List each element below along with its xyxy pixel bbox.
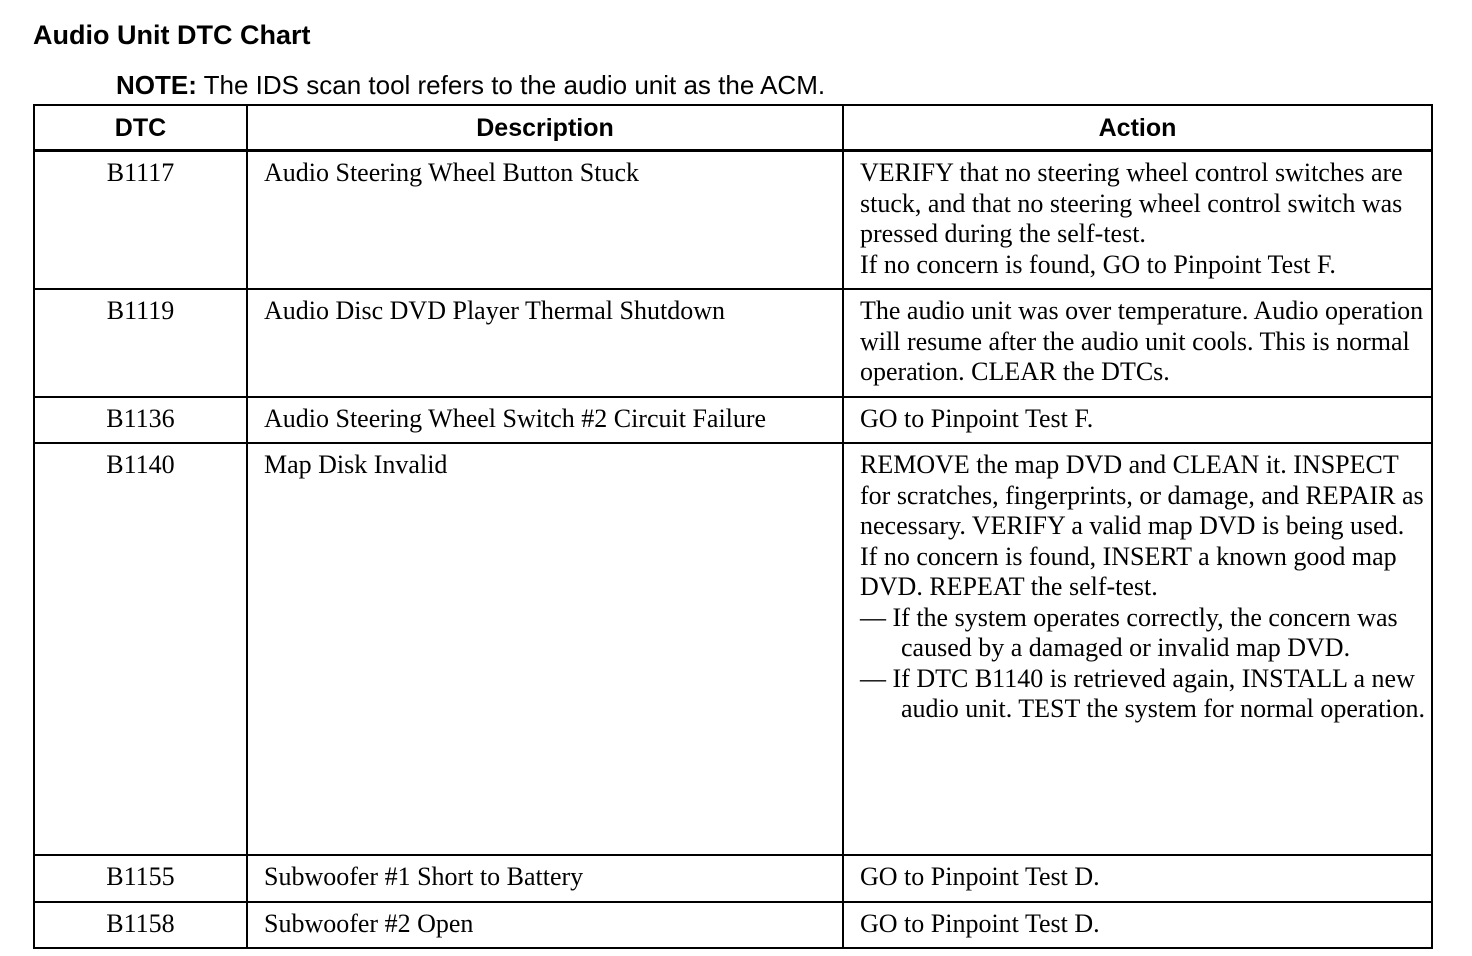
dtc-code: B1119 (34, 289, 247, 397)
page-title: Audio Unit DTC Chart (33, 20, 311, 50)
action-text: REMOVE the map DVD and CLEAN it. INSPECT for scratches, fingerprints, or damage, and REPAIR as necessary. VERIFY a valid map DVD is being used. If no concern is found, INSERT a known good map DVD. REPEAT the self-test. (860, 450, 1424, 601)
dtc-description: Audio Disc DVD Player Thermal Shutdown (247, 289, 843, 397)
action-bullet: — If DTC B1140 is retrieved again, INSTALL a new audio unit. TEST the system for normal operation. (860, 663, 1426, 723)
table-row (34, 151, 1432, 290)
dtc-code: B1140 (34, 443, 247, 855)
dtc-code: B1158 (34, 902, 247, 949)
dtc-action (843, 902, 1432, 949)
action-text: GO to Pinpoint Test D. (860, 862, 1100, 891)
dtc-action (843, 443, 1432, 855)
header-dtc: DTC (34, 105, 247, 151)
dtc-description: Audio Steering Wheel Switch #2 Circuit Failure (247, 397, 843, 444)
note-label: NOTE: (116, 70, 197, 100)
table-row (34, 443, 1432, 855)
dtc-action (843, 151, 1432, 290)
table-row (34, 397, 1432, 444)
dtc-description: Subwoofer #1 Short to Battery (247, 855, 843, 902)
dtc-table (33, 104, 1433, 949)
table-row (34, 855, 1432, 902)
dtc-code: B1155 (34, 855, 247, 902)
dtc-action (843, 289, 1432, 397)
table-row (34, 289, 1432, 397)
dtc-description: Subwoofer #2 Open (247, 902, 843, 949)
action-text: If no concern is found, GO to Pinpoint Test F. (860, 249, 1336, 279)
dtc-description: Map Disk Invalid (247, 443, 843, 855)
action-bullet: — If the system operates correctly, the concern was caused by a damaged or invalid map DVD. (860, 602, 1398, 662)
dtc-code: B1117 (34, 151, 247, 290)
header-action: Action (843, 105, 1432, 151)
note-text: The IDS scan tool refers to the audio unit as the ACM. (196, 70, 826, 100)
action-text: GO to Pinpoint Test D. (860, 908, 1100, 938)
action-text: The audio unit was over temperature. Audio operation will resume after the audio unit cools. This is normal operation. CLEAR the DTCs. (860, 296, 1424, 386)
dtc-action (843, 855, 1432, 902)
dtc-description: Audio Steering Wheel Button Stuck (247, 151, 843, 290)
dtc-code: B1136 (34, 397, 247, 444)
table-header-row (34, 105, 1432, 151)
note (116, 68, 825, 102)
dtc-action (843, 397, 1432, 444)
action-text: VERIFY that no steering wheel control switches are stuck, and that no steering wheel control switch was pressed during the self-test. (860, 158, 1403, 248)
action-text: GO to Pinpoint Test F. (860, 403, 1094, 433)
header-description: Description (247, 105, 843, 151)
table-row (34, 902, 1432, 949)
